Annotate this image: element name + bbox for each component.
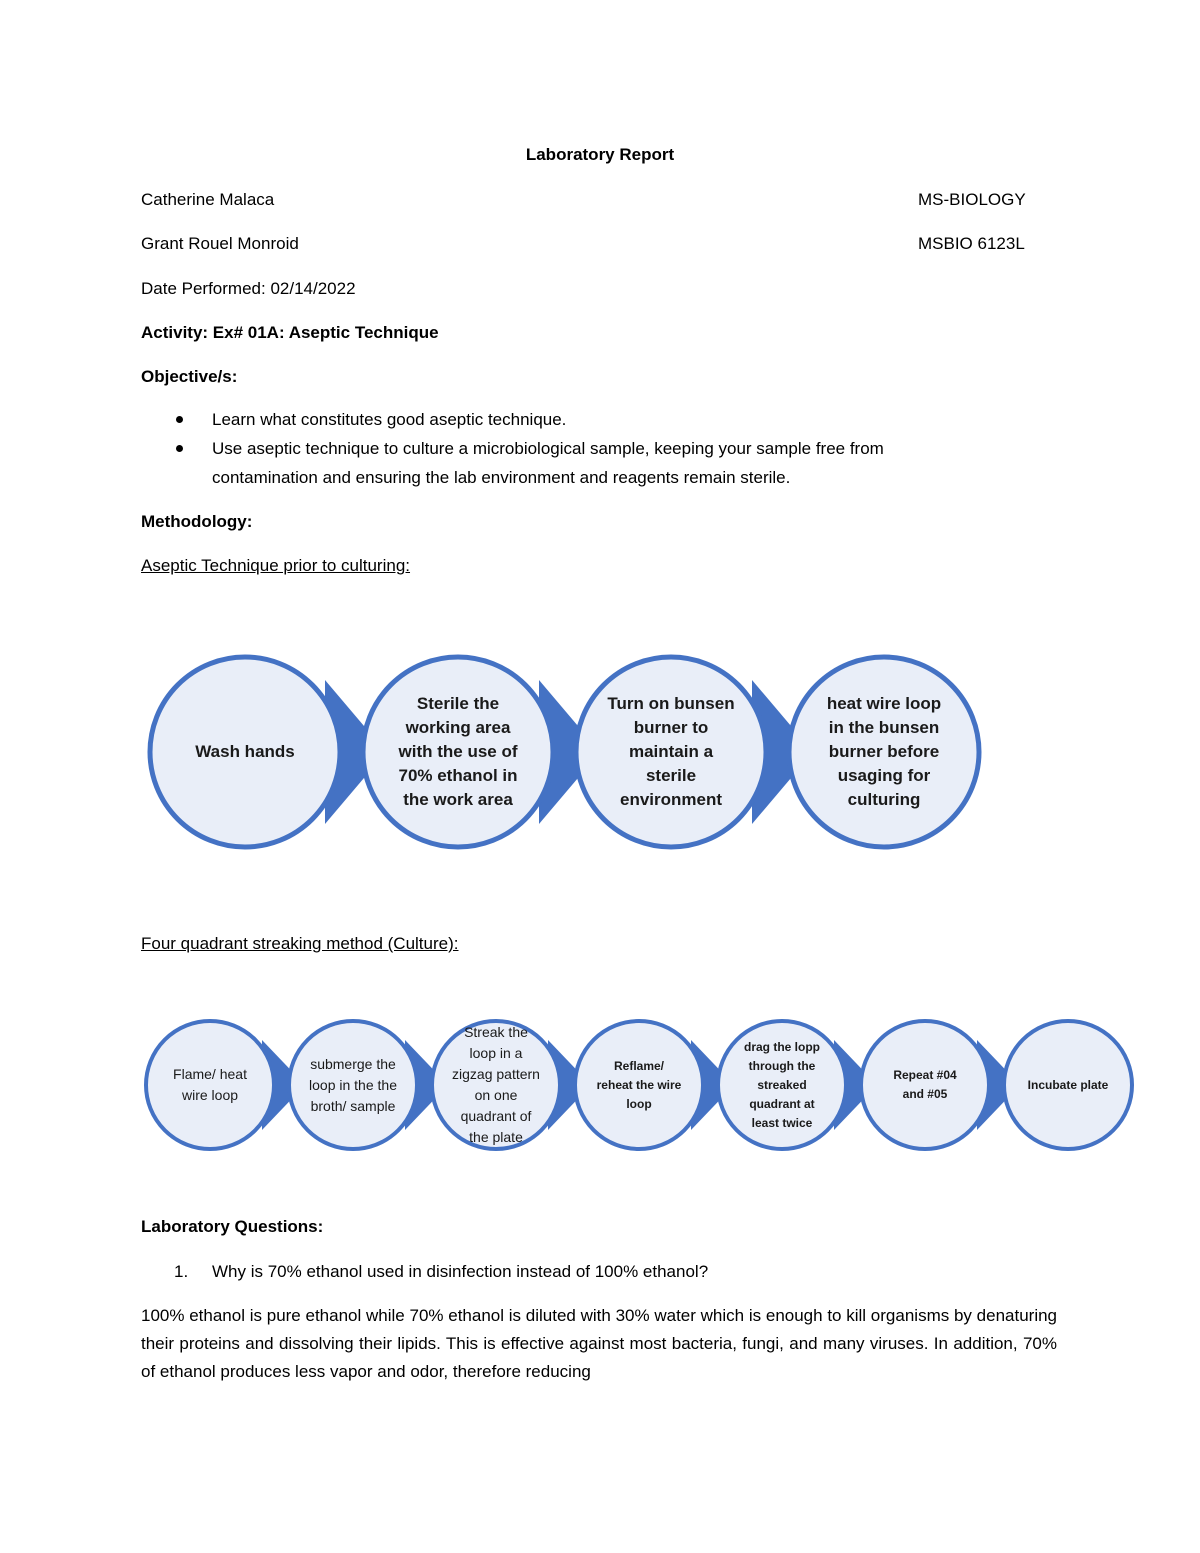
question-1: Why is 70% ethanol used in disinfection instead of 100% ethanol? <box>212 1262 709 1281</box>
methodology-heading: Methodology: <box>141 512 253 531</box>
flow-step-label: Repeat #04 and #05 <box>893 1068 957 1101</box>
objective-item: Learn what constitutes good aseptic technique. <box>212 410 567 429</box>
flow-step-label: Streak the loop in a zigzag pattern on one quadrant of the plate <box>452 1024 540 1145</box>
questions-heading: Laboratory Questions: <box>141 1217 324 1236</box>
flow-step-label: Sterile the working area with the use of 70% ethanol in the work area <box>398 694 518 809</box>
flow-step-label: Reflame/ reheat the wire loop <box>596 1058 682 1111</box>
activity-title: Activity: Ex# 01A: Aseptic Technique <box>141 323 439 342</box>
flow-step-label: heat wire loop in the bunsen burner before usaging for culturing <box>826 694 942 809</box>
aseptic-flow-diagram <box>140 640 1000 870</box>
bullet-icon <box>176 416 183 423</box>
date-performed: Date Performed: 02/14/2022 <box>141 279 356 298</box>
flow-step-label: Turn on bunsen burner to maintain a sterile environment <box>607 694 735 809</box>
bullet-icon <box>176 445 183 452</box>
section-title-streaking: Four quadrant streaking method (Culture): <box>141 934 459 953</box>
flow-step-label: submerge the loop in the the broth/ sample <box>309 1055 397 1114</box>
streaking-flow-diagram <box>140 1005 1140 1165</box>
program-label: MS-BIOLOGY <box>918 190 1026 209</box>
flow-step-label: Flame/ heat wire loop <box>173 1066 247 1103</box>
question-number: 1. <box>174 1262 189 1281</box>
page-title: Laboratory Report <box>525 145 675 164</box>
course-code: MSBIO 6123L <box>918 234 1025 253</box>
author-1: Catherine Malaca <box>141 190 275 209</box>
flow-step-label: Wash hands <box>195 742 295 761</box>
objective-item-continued: contamination and ensuring the lab environment and reagents remain sterile. <box>212 468 791 487</box>
objectives-heading: Objective/s: <box>141 367 238 386</box>
flow-step-label: Incubate plate <box>1027 1077 1109 1092</box>
answer-1: 100% ethanol is pure ethanol while 70% ethanol is diluted with 30% water which is enough to kill organisms by denaturing their proteins and dissolving their lipids. This is effective against most bacteria, fungi, and many viruses. In addition, 70% of ethanol produces less vapor and odor, therefore reducing <box>141 1306 1057 1381</box>
author-2: Grant Rouel Monroid <box>141 234 299 253</box>
objective-item: Use aseptic technique to culture a microbiological sample, keeping your sample free from <box>212 439 884 458</box>
section-title-aseptic: Aseptic Technique prior to culturing: <box>141 556 411 575</box>
flow-step-label: drag the lopp through the streaked quadrant at least twice <box>744 1039 820 1130</box>
